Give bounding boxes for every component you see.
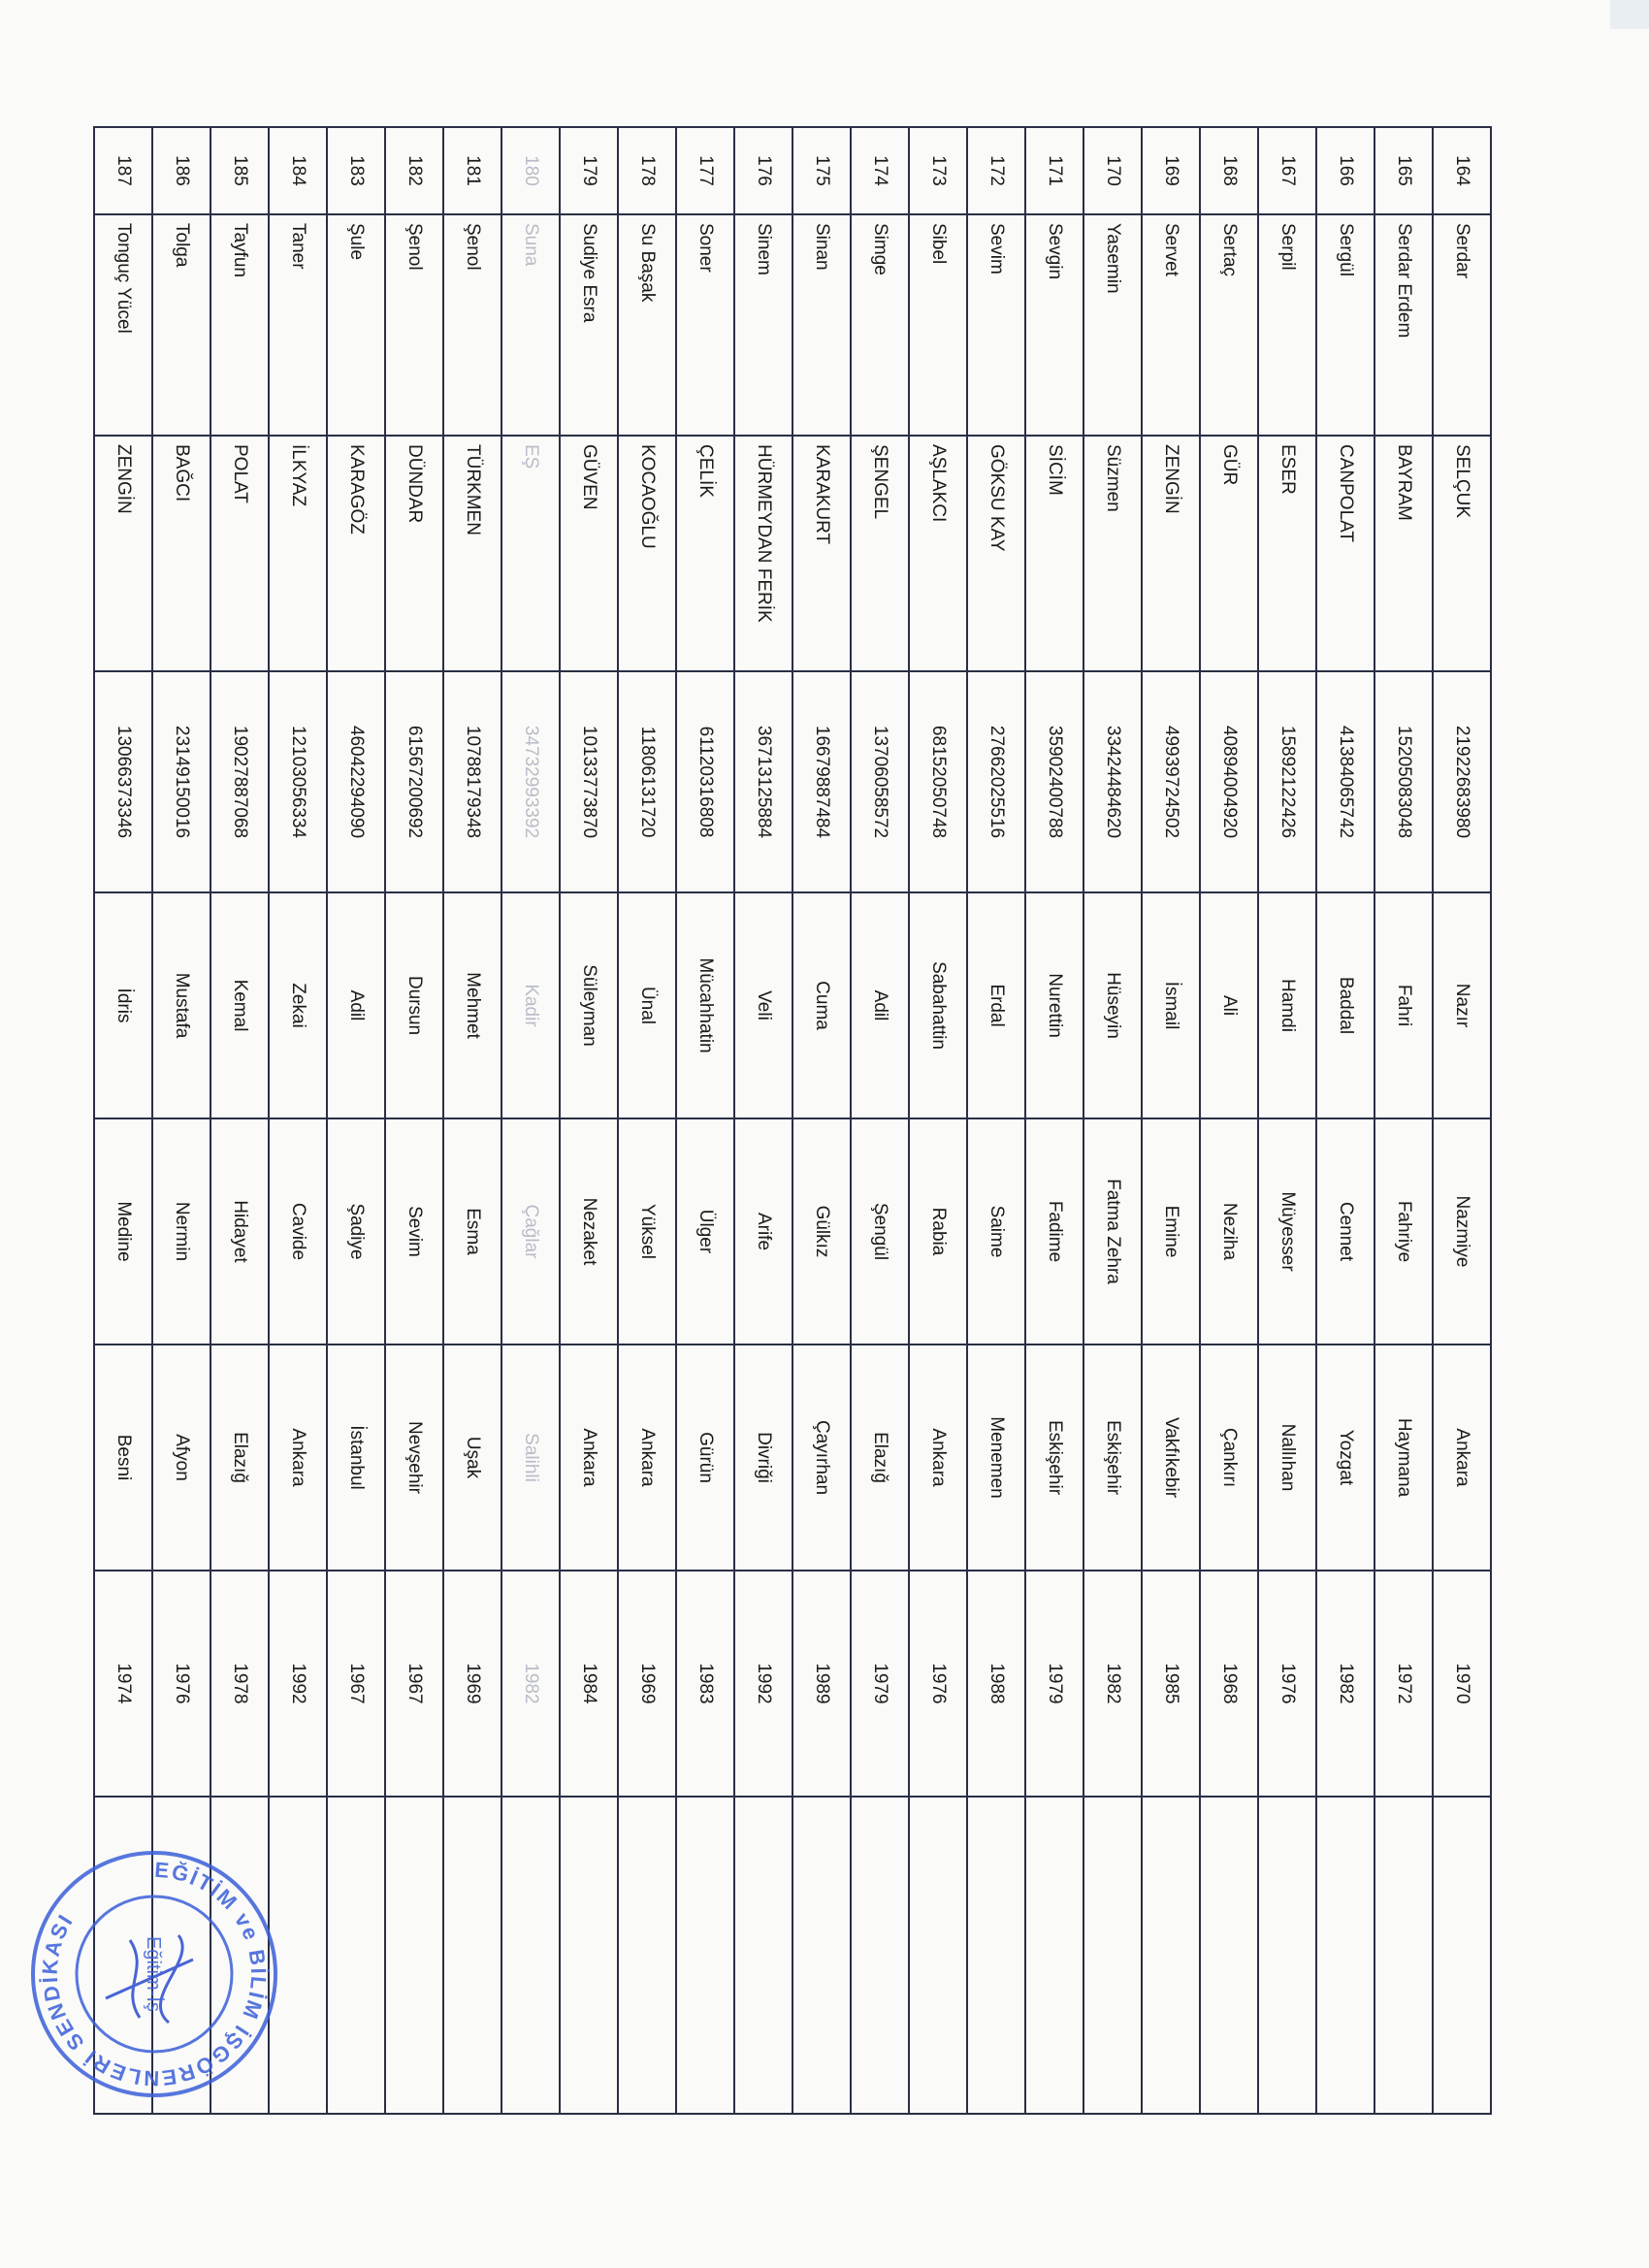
- birth-place-cell: Ankara: [909, 1345, 967, 1571]
- id-number-cell: 10133773870: [560, 671, 618, 892]
- first-name-cell: Serpil: [1258, 214, 1316, 436]
- birth-year-cell: 1969: [618, 1571, 676, 1797]
- id-number-cell: 61567200692: [385, 671, 443, 892]
- last-name-cell: SELÇUK: [1433, 436, 1491, 671]
- first-name-cell: Tonguç Yücel: [94, 214, 152, 436]
- father-name-cell: Dursun: [385, 892, 443, 1118]
- first-name-cell: Sibel: [909, 214, 967, 436]
- birth-place-cell: İstanbul: [327, 1345, 385, 1571]
- signature-cell: [967, 1797, 1025, 2114]
- first-name-cell: Taner: [269, 214, 327, 436]
- row-number-cell: 177: [676, 127, 734, 214]
- birth-year-cell: 1982: [501, 1571, 560, 1797]
- id-number-cell: 34732993392: [501, 671, 560, 892]
- first-name-cell: Şule: [327, 214, 385, 436]
- first-name-cell: Sertaç: [1200, 214, 1258, 436]
- row-number-cell: 170: [1083, 127, 1142, 214]
- birth-place-cell: Gürün: [676, 1345, 734, 1571]
- id-number-cell: 49939724502: [1142, 671, 1200, 892]
- birth-place-cell: Nallıhan: [1258, 1345, 1316, 1571]
- birth-year-cell: 1972: [1374, 1571, 1433, 1797]
- birth-place-cell: Divriği: [734, 1345, 792, 1571]
- mother-name-cell: Şadiye: [327, 1118, 385, 1345]
- birth-year-cell: 1979: [851, 1571, 909, 1797]
- row-number-cell: 181: [443, 127, 501, 214]
- table-row: [385, 127, 443, 2114]
- last-name-cell: HÜRMEYDAN FERİK: [734, 436, 792, 671]
- birth-place-cell: Eskişehir: [1083, 1345, 1142, 1571]
- mother-name-cell: Fadime: [1025, 1118, 1083, 1345]
- last-name-cell: KOCAOĞLU: [618, 436, 676, 671]
- row-number-cell: 172: [967, 127, 1025, 214]
- signature-cell: [1316, 1797, 1374, 2114]
- row-number-cell: 167: [1258, 127, 1316, 214]
- id-number-cell: 23149150016: [152, 671, 210, 892]
- birth-place-cell: Ankara: [269, 1345, 327, 1571]
- father-name-cell: Süleyman: [560, 892, 618, 1118]
- father-name-cell: Baddal: [1316, 892, 1374, 1118]
- signature-cell: [1374, 1797, 1433, 2114]
- row-number-cell: 168: [1200, 127, 1258, 214]
- id-number-cell: 19027887068: [210, 671, 269, 892]
- row-number-cell: 173: [909, 127, 967, 214]
- scan-edge-mark: [1610, 0, 1649, 29]
- last-name-cell: EŞ: [501, 436, 560, 671]
- signature-cell: [443, 1797, 501, 2114]
- first-name-cell: Sergül: [1316, 214, 1374, 436]
- mother-name-cell: Yüksel: [618, 1118, 676, 1345]
- mother-name-cell: Esma: [443, 1118, 501, 1345]
- member-table-wrapper: [113, 126, 1492, 2115]
- row-number-cell: 185: [210, 127, 269, 214]
- father-name-cell: Ünal: [618, 892, 676, 1118]
- birth-year-cell: 1983: [676, 1571, 734, 1797]
- father-name-cell: Hamdi: [1258, 892, 1316, 1118]
- row-number-cell: 186: [152, 127, 210, 214]
- last-name-cell: GÖKSU KAY: [967, 436, 1025, 671]
- last-name-cell: GÜR: [1200, 436, 1258, 671]
- father-name-cell: Sabahattin: [909, 892, 967, 1118]
- birth-place-cell: Salihli: [501, 1345, 560, 1571]
- mother-name-cell: Fatma Zehra: [1083, 1118, 1142, 1345]
- table-row: [269, 127, 327, 2114]
- table-row: [851, 127, 909, 2114]
- birth-year-cell: 1974: [94, 1571, 152, 1797]
- last-name-cell: BAĞCI: [152, 436, 210, 671]
- signature-cell: [909, 1797, 967, 2114]
- id-number-cell: 27662025516: [967, 671, 1025, 892]
- id-number-cell: 11806131720: [618, 671, 676, 892]
- row-number-cell: 180: [501, 127, 560, 214]
- mother-name-cell: Çağlar: [501, 1118, 560, 1345]
- member-table: [93, 126, 1492, 2115]
- mother-name-cell: Emine: [1142, 1118, 1200, 1345]
- father-name-cell: İdris: [94, 892, 152, 1118]
- id-number-cell: 15892122426: [1258, 671, 1316, 892]
- father-name-cell: Kemal: [210, 892, 269, 1118]
- mother-name-cell: Nazmiye: [1433, 1118, 1491, 1345]
- father-name-cell: Ali: [1200, 892, 1258, 1118]
- birth-year-cell: 1976: [152, 1571, 210, 1797]
- birth-place-cell: Ankara: [1433, 1345, 1491, 1571]
- id-number-cell: 10788179348: [443, 671, 501, 892]
- last-name-cell: POLAT: [210, 436, 269, 671]
- row-number-cell: 166: [1316, 127, 1374, 214]
- first-name-cell: Simge: [851, 214, 909, 436]
- birth-place-cell: Eskişehir: [1025, 1345, 1083, 1571]
- father-name-cell: Fahri: [1374, 892, 1433, 1118]
- table-row: [1200, 127, 1258, 2114]
- last-name-cell: ŞENGEL: [851, 436, 909, 671]
- signature-cell: [327, 1797, 385, 2114]
- birth-place-cell: Çayırhan: [792, 1345, 851, 1571]
- table-row: [1316, 127, 1374, 2114]
- last-name-cell: Süzmen: [1083, 436, 1142, 671]
- id-number-cell: 13706058572: [851, 671, 909, 892]
- id-number-cell: 68152050748: [909, 671, 967, 892]
- birth-year-cell: 1982: [1083, 1571, 1142, 1797]
- row-number-cell: 176: [734, 127, 792, 214]
- first-name-cell: Serdar Erdem: [1374, 214, 1433, 436]
- id-number-cell: 13066373346: [94, 671, 152, 892]
- birth-year-cell: 1976: [1258, 1571, 1316, 1797]
- birth-place-cell: Haymana: [1374, 1345, 1433, 1571]
- table-row: [734, 127, 792, 2114]
- table-row: [1374, 127, 1433, 2114]
- last-name-cell: CANPOLAT: [1316, 436, 1374, 671]
- id-number-cell: 12103056334: [269, 671, 327, 892]
- table-row: [210, 127, 269, 2114]
- table-row: [560, 127, 618, 2114]
- mother-name-cell: Cennet: [1316, 1118, 1374, 1345]
- mother-name-cell: Ülger: [676, 1118, 734, 1345]
- birth-year-cell: 1970: [1433, 1571, 1491, 1797]
- last-name-cell: GÜVEN: [560, 436, 618, 671]
- mother-name-cell: Hidayet: [210, 1118, 269, 1345]
- father-name-cell: Mehmet: [443, 892, 501, 1118]
- table-row: [1025, 127, 1083, 2114]
- id-number-cell: 21922683980: [1433, 671, 1491, 892]
- last-name-cell: DÜNDAR: [385, 436, 443, 671]
- signature-cell: [618, 1797, 676, 2114]
- row-number-cell: 182: [385, 127, 443, 214]
- row-number-cell: 165: [1374, 127, 1433, 214]
- mother-name-cell: Gülkız: [792, 1118, 851, 1345]
- table-row: [1258, 127, 1316, 2114]
- table-row: [967, 127, 1025, 2114]
- id-number-cell: 41384065742: [1316, 671, 1374, 892]
- father-name-cell: Mücahhatin: [676, 892, 734, 1118]
- signature-cell: [560, 1797, 618, 2114]
- birth-year-cell: 1978: [210, 1571, 269, 1797]
- father-name-cell: Veli: [734, 892, 792, 1118]
- row-number-cell: 169: [1142, 127, 1200, 214]
- birth-year-cell: 1989: [792, 1571, 851, 1797]
- row-number-cell: 179: [560, 127, 618, 214]
- table-row: [327, 127, 385, 2114]
- signature-cell: [1025, 1797, 1083, 2114]
- stamp-inner-text: Eğitim-İş: [143, 1936, 164, 2012]
- row-number-cell: 175: [792, 127, 851, 214]
- father-name-cell: Kadir: [501, 892, 560, 1118]
- last-name-cell: TÜRKMEN: [443, 436, 501, 671]
- first-name-cell: Sudiye Esra: [560, 214, 618, 436]
- father-name-cell: Erdal: [967, 892, 1025, 1118]
- row-number-cell: 187: [94, 127, 152, 214]
- last-name-cell: BAYRAM: [1374, 436, 1433, 671]
- birth-place-cell: Ankara: [560, 1345, 618, 1571]
- id-number-cell: 40894004920: [1200, 671, 1258, 892]
- mother-name-cell: Medine: [94, 1118, 152, 1345]
- first-name-cell: Suna: [501, 214, 560, 436]
- mother-name-cell: Şengül: [851, 1118, 909, 1345]
- table-row: [152, 127, 210, 2114]
- birth-place-cell: Ankara: [618, 1345, 676, 1571]
- stamp-graphic: [23, 1843, 285, 2105]
- signature-cell: [851, 1797, 909, 2114]
- id-number-cell: 16679887484: [792, 671, 851, 892]
- birth-place-cell: Nevşehir: [385, 1345, 443, 1571]
- birth-year-cell: 1968: [1200, 1571, 1258, 1797]
- first-name-cell: Serdar: [1433, 214, 1491, 436]
- birth-year-cell: 1984: [560, 1571, 618, 1797]
- birth-year-cell: 1979: [1025, 1571, 1083, 1797]
- row-number-cell: 174: [851, 127, 909, 214]
- mother-name-cell: Arife: [734, 1118, 792, 1345]
- row-number-cell: 184: [269, 127, 327, 214]
- mother-name-cell: Neziha: [1200, 1118, 1258, 1345]
- id-number-cell: 35902400788: [1025, 671, 1083, 892]
- birth-place-cell: Vakfıkebir: [1142, 1345, 1200, 1571]
- father-name-cell: Hüseyin: [1083, 892, 1142, 1118]
- first-name-cell: Yasemin: [1083, 214, 1142, 436]
- birth-place-cell: Elazığ: [210, 1345, 269, 1571]
- table-row: [618, 127, 676, 2114]
- last-name-cell: ÇELİK: [676, 436, 734, 671]
- first-name-cell: Tayfun: [210, 214, 269, 436]
- birth-place-cell: Yozgat: [1316, 1345, 1374, 1571]
- row-number-cell: 183: [327, 127, 385, 214]
- birth-year-cell: 1992: [734, 1571, 792, 1797]
- id-number-cell: 15205083048: [1374, 671, 1433, 892]
- father-name-cell: Adil: [851, 892, 909, 1118]
- row-number-cell: 171: [1025, 127, 1083, 214]
- father-name-cell: Nurettin: [1025, 892, 1083, 1118]
- last-name-cell: ZENGİN: [1142, 436, 1200, 671]
- last-name-cell: ESER: [1258, 436, 1316, 671]
- table-row: [1142, 127, 1200, 2114]
- last-name-cell: SİCİM: [1025, 436, 1083, 671]
- mother-name-cell: Nermin: [152, 1118, 210, 1345]
- table-row: [443, 127, 501, 2114]
- table-row: [1083, 127, 1142, 2114]
- birth-place-cell: Besni: [94, 1345, 152, 1571]
- birth-year-cell: 1967: [385, 1571, 443, 1797]
- last-name-cell: İLKYAZ: [269, 436, 327, 671]
- first-name-cell: Sevim: [967, 214, 1025, 436]
- signature-cell: [1083, 1797, 1142, 2114]
- signature-cell: [1433, 1797, 1491, 2114]
- signature-cell: [676, 1797, 734, 2114]
- id-number-cell: 61120316808: [676, 671, 734, 892]
- first-name-cell: Sinan: [792, 214, 851, 436]
- first-name-cell: Şenol: [443, 214, 501, 436]
- mother-name-cell: Cavide: [269, 1118, 327, 1345]
- signature-cell: [734, 1797, 792, 2114]
- table-row: [501, 127, 560, 2114]
- last-name-cell: AŞLAKCI: [909, 436, 967, 671]
- birth-year-cell: 1969: [443, 1571, 501, 1797]
- table-row: [792, 127, 851, 2114]
- signature-cell: [1142, 1797, 1200, 2114]
- row-number-cell: 164: [1433, 127, 1491, 214]
- mother-name-cell: Nezaket: [560, 1118, 618, 1345]
- birth-year-cell: 1967: [327, 1571, 385, 1797]
- birth-year-cell: 1976: [909, 1571, 967, 1797]
- birth-year-cell: 1982: [1316, 1571, 1374, 1797]
- birth-place-cell: Elazığ: [851, 1345, 909, 1571]
- father-name-cell: Adil: [327, 892, 385, 1118]
- mother-name-cell: Saime: [967, 1118, 1025, 1345]
- father-name-cell: Nazır: [1433, 892, 1491, 1118]
- stamp-outer-text: EĞİTİM ve BİLİM İŞGÖRENLERİ SENDİKASI: [37, 1857, 272, 2091]
- signature-cell: [1200, 1797, 1258, 2114]
- first-name-cell: Sinem: [734, 214, 792, 436]
- first-name-cell: Servet: [1142, 214, 1200, 436]
- last-name-cell: KARAGÖZ: [327, 436, 385, 671]
- birth-year-cell: 1992: [269, 1571, 327, 1797]
- table-row: [676, 127, 734, 2114]
- rotated-table-frame: [113, 126, 1492, 2115]
- row-number-cell: 178: [618, 127, 676, 214]
- birth-year-cell: 1985: [1142, 1571, 1200, 1797]
- id-number-cell: 46042294090: [327, 671, 385, 892]
- first-name-cell: Soner: [676, 214, 734, 436]
- table-row: [1433, 127, 1491, 2114]
- birth-place-cell: Afyon: [152, 1345, 210, 1571]
- table-row: [94, 127, 152, 2114]
- first-name-cell: Su Başak: [618, 214, 676, 436]
- mother-name-cell: Müyesser: [1258, 1118, 1316, 1345]
- table-row: [909, 127, 967, 2114]
- signature-cell: [792, 1797, 851, 2114]
- signature-cell: [501, 1797, 560, 2114]
- last-name-cell: ZENGİN: [94, 436, 152, 671]
- first-name-cell: Şenol: [385, 214, 443, 436]
- id-number-cell: 36713125884: [734, 671, 792, 892]
- birth-place-cell: Menemen: [967, 1345, 1025, 1571]
- birth-year-cell: 1988: [967, 1571, 1025, 1797]
- last-name-cell: KARAKURT: [792, 436, 851, 671]
- signature-cell: [385, 1797, 443, 2114]
- father-name-cell: Cuma: [792, 892, 851, 1118]
- father-name-cell: İsmail: [1142, 892, 1200, 1118]
- father-name-cell: Mustafa: [152, 892, 210, 1118]
- mother-name-cell: Sevim: [385, 1118, 443, 1345]
- union-stamp: [23, 1843, 285, 2105]
- father-name-cell: Zekai: [269, 892, 327, 1118]
- first-name-cell: Sevgin: [1025, 214, 1083, 436]
- member-table-body: [94, 127, 1491, 2114]
- mother-name-cell: Fahriye: [1374, 1118, 1433, 1345]
- signature-cell: [1258, 1797, 1316, 2114]
- mother-name-cell: Rabia: [909, 1118, 967, 1345]
- birth-place-cell: Uşak: [443, 1345, 501, 1571]
- first-name-cell: Tolga: [152, 214, 210, 436]
- id-number-cell: 33424484620: [1083, 671, 1142, 892]
- birth-place-cell: Çankırı: [1200, 1345, 1258, 1571]
